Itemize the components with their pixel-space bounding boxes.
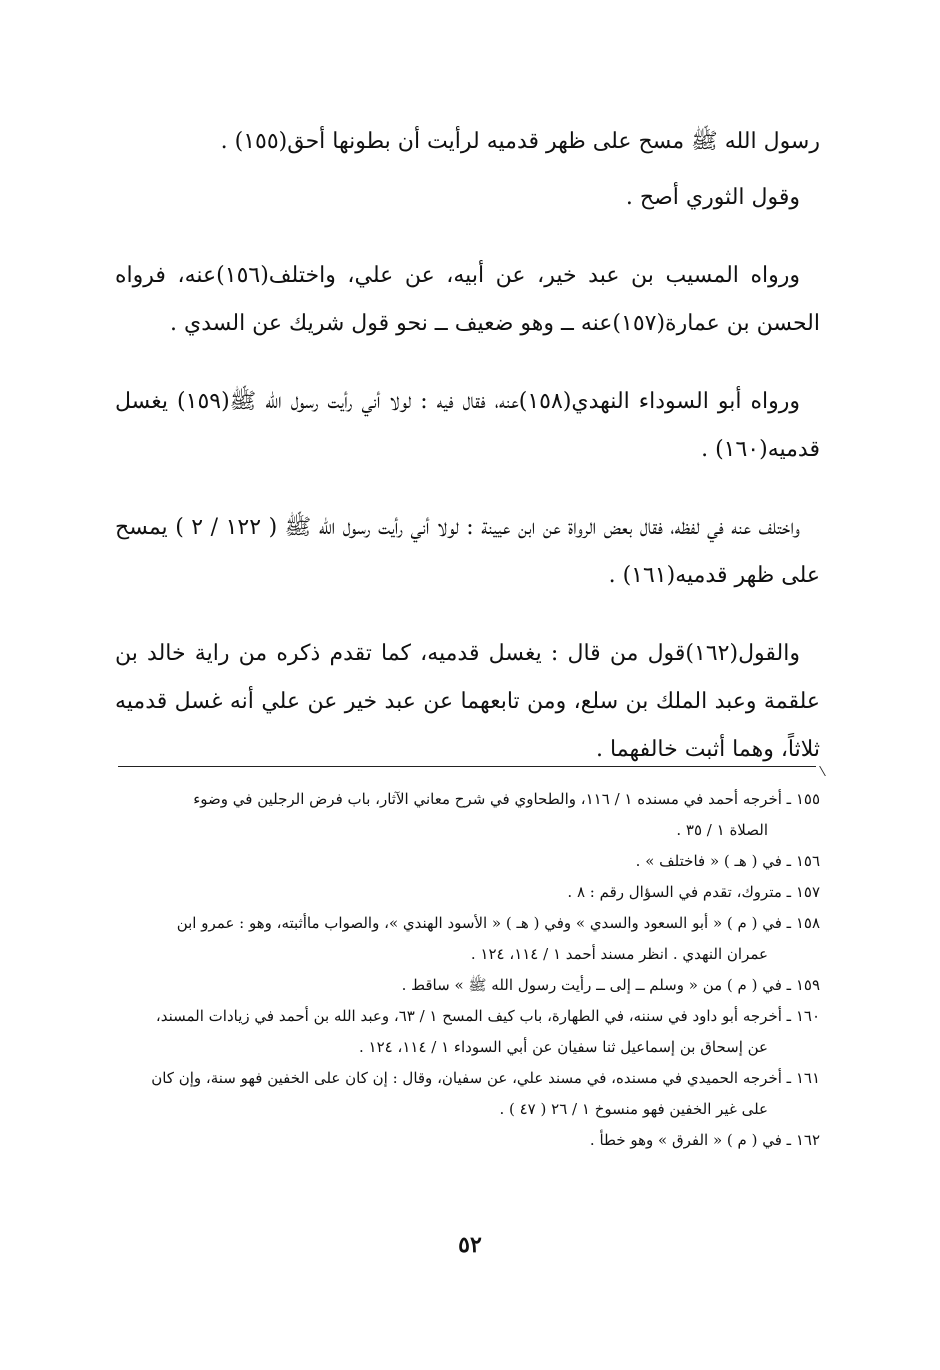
paragraph-1: رسول الله ﷺ مسح على ظهر قدميه لرأيت أن بطونها أحق(١٥٥) . — [220, 129, 820, 154]
footnote-162 — [108, 1125, 820, 1156]
footnote-separator — [118, 766, 816, 767]
footnote-155-line2: الصلاة ١ / ٣٥ . — [676, 821, 768, 839]
footnote-160 — [108, 1001, 820, 1063]
footnote-159 — [108, 970, 820, 1001]
page-number: ٥٢ — [458, 1232, 482, 1258]
main-text — [115, 118, 820, 804]
footnotes — [108, 784, 820, 1156]
footnote-161-line2: على غير الخفين فهو منسوخ ١ / ٢٦ ( ٤٧ ) . — [499, 1100, 768, 1118]
footnote-161-line1: ١٦١ ـ أخرجه الحميدي في مسنده، في مسند علي، عن سفيان، وقال : إن كان على الخفين فهو سنة، وإن كان — [151, 1069, 820, 1087]
footnote-155 — [108, 784, 820, 846]
paragraph-2: وقول الثوري أصح . — [625, 185, 800, 210]
footnote-155-line1: ١٥٥ ـ أخرجه أحمد في مسنده ١ / ١١٦، والطحاوي في شرح معاني الآثار، باب فرض الرجلين في وضوء — [193, 790, 820, 808]
footnote-161 — [108, 1063, 820, 1125]
footnote-158 — [108, 908, 820, 970]
footnote-160-line1: ١٦٠ ـ أخرجه أبو داود في سننه، في الطهارة، باب كيف المسح ١ / ٦٣، وعبد الله بن أحمد في زيادات المسند، — [155, 1007, 820, 1025]
footnote-158-line2: عمران النهدي . انظر مسند أحمد ١ / ١١٤، ١٢٤ . — [470, 945, 768, 963]
footnote-156-line1: ١٥٦ ـ في ( هـ ) « فاختلف » . — [635, 852, 820, 870]
footnote-157-line1: ١٥٧ ـ متروك، تقدم في السؤال رقم : ٨ . — [567, 883, 820, 901]
paragraph-5: واختلف عنه في لفظه، فقال بعض الرواة عن ابن عيينة : لولا أني رأيت رسول الله ﷺ ( ١٢٢ / ٢ ) يمسح على ظهر قدميه(١٦١) . — [115, 515, 820, 588]
paragraph-4: ورواه أبو السوداء النهدي(١٥٨)عنه، فقال فيه : لولا أني رأيت رسول الله ﷺ(١٥٩) يغسل قدميه(١٦٠) . — [115, 389, 820, 462]
footnote-162-line1: ١٦٢ ـ في ( م ) « الفرق » وهو خطأ . — [589, 1131, 820, 1149]
footnote-158-line1: ١٥٨ ـ في ( م ) « أبو السعود والسدي » وفي ( هـ ) « الأسود الهندي »، والصواب ماأثبته، وهو : عمرو ابن — [176, 914, 820, 932]
footnote-159-line1: ١٥٩ ـ في ( م ) من « وسلم ــ إلى ــ رأيت رسول الله ﷺ » ساقط . — [401, 976, 820, 994]
paragraph-3: ورواه المسيب بن عبد خير، عن أبيه، عن علي، واختلف(١٥٦)عنه، فرواه الحسن بن عمارة(١٥٧)عنه ــ وهو ضعيف ــ نحو قول شريك عن السدي . — [115, 263, 820, 336]
footnote-157 — [108, 877, 820, 908]
paragraph-6: والقول(١٦٢)قول من قال : يغسل قدميه، كما تقدم ذكره من راية خالد بن علقمة وعبد الملك بن سلع، ومن تابعهما عن عبد خير عن علي أنه غسل قدميه ثلاثاً، وهما أثبت خالفهما . — [115, 641, 820, 762]
footnote-156 — [108, 846, 820, 877]
footnote-160-line2: عن إسحاق بن إسماعيل ثنا سفيان عن أبي السوداء ١ / ١١٤، ١٢٤ . — [359, 1038, 768, 1056]
